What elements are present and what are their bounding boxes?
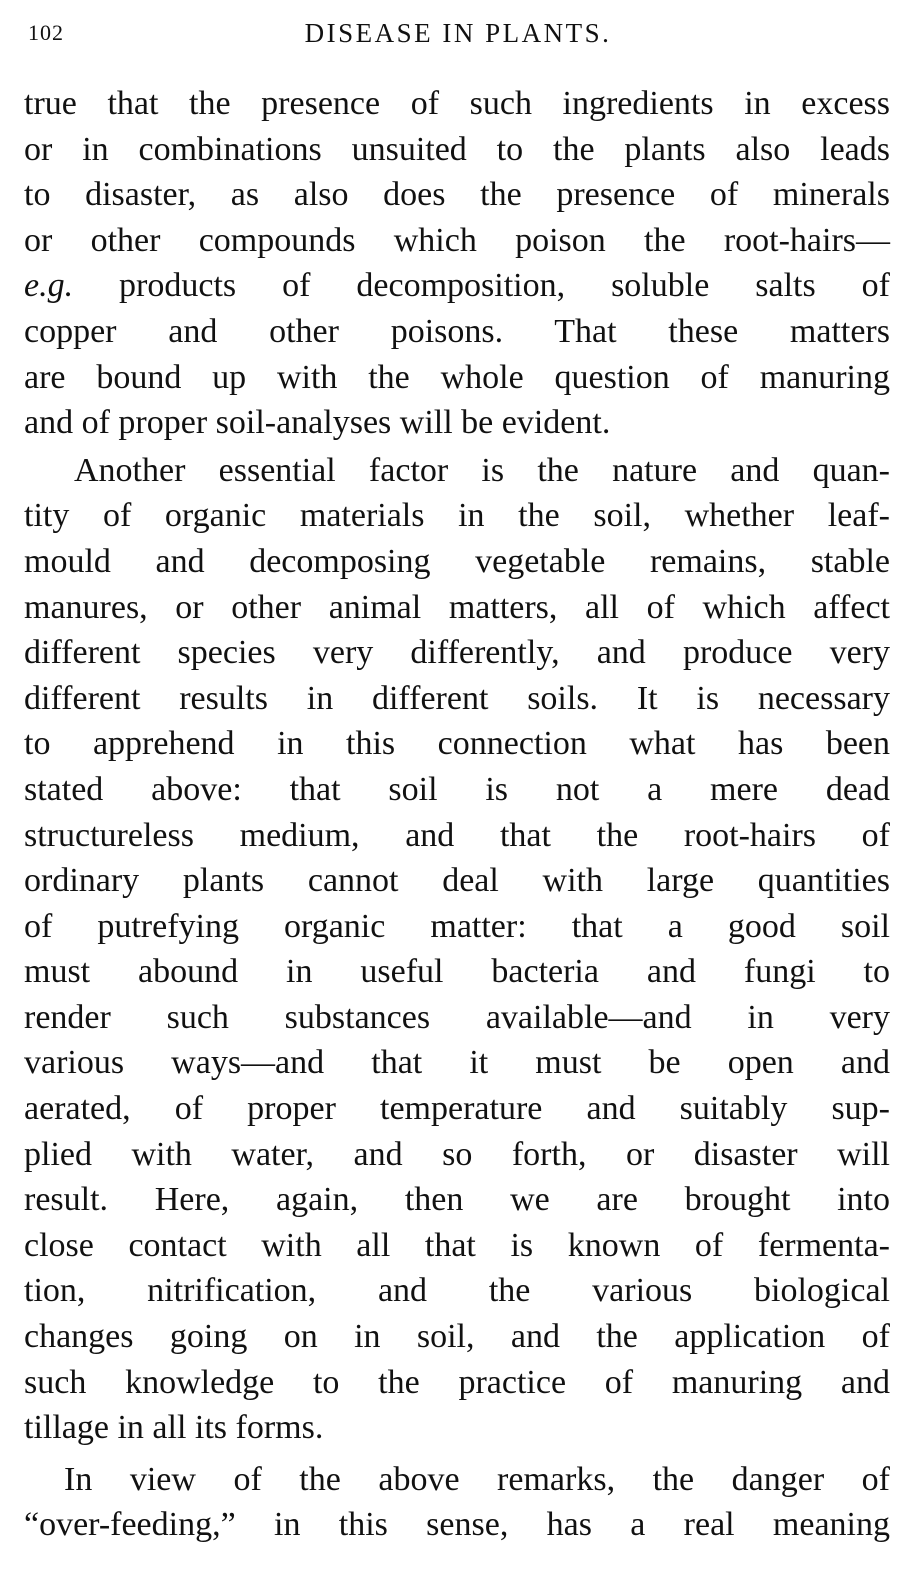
abbreviation-eg: e.g. [24,267,74,305]
text-line: Another essential factor is the nature and quan- [74,451,890,489]
text-line: and of proper soil-analyses will be evident. [24,404,611,442]
text-line: plied with water, and so forth, or disaster will [24,1135,890,1173]
text-line: structureless medium, and that the root-hairs of [24,816,890,854]
text-line: manures, or other animal matters, all of which affect [24,588,890,626]
text-line: mould and decomposing vegetable remains, stable [24,542,890,580]
text-line: or in combinations unsuited to the plants also leads [24,130,890,168]
text-line: result. Here, again, then we are brought into [24,1181,890,1219]
running-head [28,14,888,54]
running-title: DISEASE IN PLANTS. [304,18,612,48]
text-line: different species very differently, and produce very [24,634,890,672]
text-line: close contact with all that is known of fermenta- [24,1226,890,1264]
page-number: 102 [28,20,64,45]
text-line: different results in different soils. It is necessary [24,679,890,717]
text-line: render such substances available—and in very [24,998,890,1036]
text-line: to disaster, as also does the presence of minerals [24,176,890,214]
text-line: or other compounds which poison the root-hairs— [24,221,890,259]
text-line: such knowledge to the practice of manuring and [24,1363,890,1401]
text-line: aerated, of proper temperature and suitably sup- [24,1090,890,1128]
text-line: changes going on in soil, and the application of [24,1318,890,1356]
text-line: e.g. products of decomposition, soluble salts of [24,267,890,305]
text-line: stated above: that soil is not a mere dead [24,770,890,808]
text-line: of putrefying organic matter: that a good soil [24,907,890,945]
text-line: true that the presence of such ingredients in excess [24,85,890,122]
text-line: copper and other poisons. That these matters [24,312,890,350]
text-line: tillage in all its forms. [24,1409,324,1447]
text-line: tion, nitrification, and the various biological [24,1272,890,1310]
text-line: various ways—and that it must be open and [24,1044,890,1082]
body-text [24,81,890,1548]
text-line: tity of organic materials in the soil, whether leaf- [24,497,890,535]
text-line: to apprehend in this connection what has been [24,725,890,763]
text-line: In view of the above remarks, the danger of [64,1460,890,1498]
text-line: “over-feeding,” in this sense, has a real meaning [24,1506,890,1544]
text-line: are bound up with the whole question of manuring [24,358,890,396]
paragraph-1 [24,81,890,446]
paragraph-3 [24,1457,890,1548]
text-line: must abound in useful bacteria and fungi to [24,953,890,991]
paragraph-2 [24,448,890,1451]
text-line: ordinary plants cannot deal with large quantities [24,862,890,900]
